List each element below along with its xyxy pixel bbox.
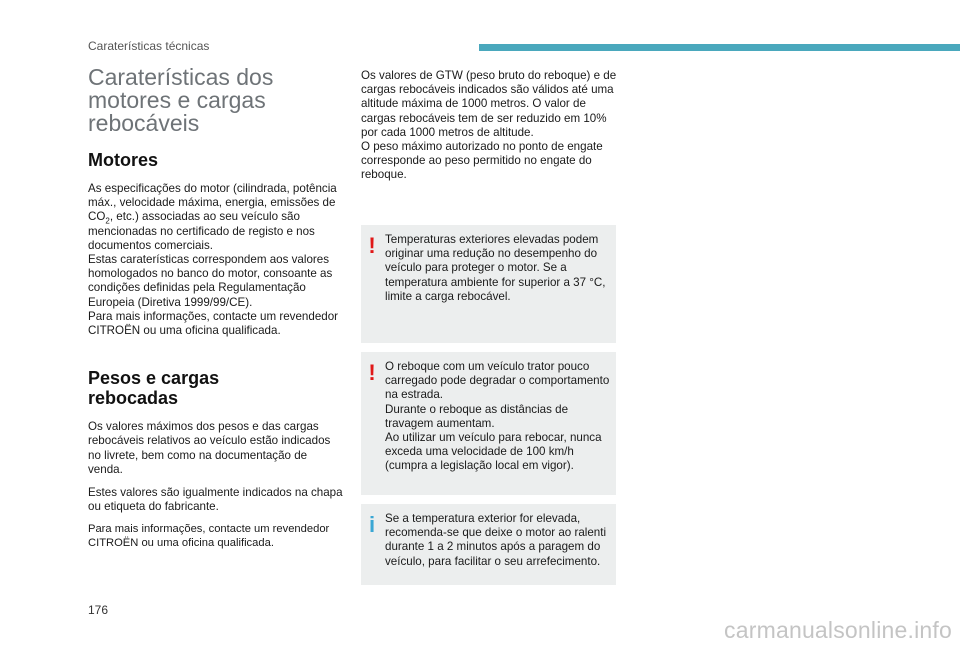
engines-heading: Motores [88, 150, 159, 170]
warning-exclamation-icon: ! [368, 233, 376, 258]
page-header-label: Caraterísticas técnicas [88, 39, 210, 53]
header-accent-bar [479, 44, 960, 51]
warning-box-towing [361, 352, 616, 495]
engines-text: , etc.) associadas ao seu veículo são mencionadas no certificado de registo e nos documentos comerciais. [88, 210, 315, 252]
warning-text: Temperaturas exteriores elevadas podem originar uma redução no desempenho do veículo para proteger o motor. Se a temperatura ambiente for superior a 37 °C, limite a carga rebocável. [385, 233, 606, 303]
engines-paragraph-1 [88, 182, 344, 253]
engines-paragraph-3: Para mais informações, contacte um revendedor CITROËN ou uma oficina qualificada. [88, 309, 339, 338]
weights-heading-line: Pesos e cargas [88, 368, 220, 389]
warning-text [385, 360, 610, 474]
info-box-cooling [361, 504, 616, 585]
weights-heading [88, 368, 344, 408]
co2-subscript: 2 [105, 216, 110, 226]
left-column [88, 66, 344, 551]
page-title-line: motores e cargas [88, 87, 266, 113]
weights-paragraph-2: Estes valores são igualmente indicados na chapa ou etiqueta do fabricante. [88, 486, 343, 514]
right-column [361, 69, 621, 183]
page-title-line: Caraterísticas dos [88, 64, 274, 90]
weights-heading-line: rebocadas [88, 388, 179, 409]
page-number: 176 [88, 603, 109, 617]
warning-line: Durante o reboque as distâncias de travagem aumentam. [385, 402, 569, 430]
info-text: Se a temperatura exterior for elevada, recomenda-se que deixe o motor ao ralenti durante 1 a 2 minutos após a paragem do veículo, para facilitar o seu arrefecimento. [385, 512, 607, 568]
engines-text: As especificações do motor (cilindrada, potência máx., velocidade máxima, energia, emissões de CO [88, 182, 337, 224]
gtw-paragraph-1: Os valores de GTW (peso bruto do reboque) e de cargas rebocáveis indicados são válidos até uma altitude máxima de 1000 metros. O valor de cargas rebocáveis tem de ser reduzido em 10% por cada 1000 metros de altitude. [361, 69, 617, 139]
warning-box-temperature [361, 225, 616, 343]
page-title [88, 66, 344, 135]
engines-paragraph-2: Estas caraterísticas correspondem aos valores homologados no banco do motor, consoante as condições definidas pela Regulamentação Europeia (Diretiva 1999/99/CE). [88, 253, 333, 309]
watermark-text: carmanualsonline.info [724, 617, 952, 643]
page-title-line: rebocáveis [88, 110, 200, 136]
warning-line: Ao utilizar um veículo para rebocar, nunca exceda uma velocidade de 100 km/h (cumpra a legislação local em vigor). [385, 431, 602, 473]
warning-exclamation-icon: ! [368, 360, 376, 385]
gtw-paragraph-2: O peso máximo autorizado no ponto de engate corresponde ao peso permitido no engate do reboque. [361, 140, 603, 182]
weights-paragraph-1: Os valores máximos dos pesos e das cargas rebocáveis relativos ao veículo estão indicados no livrete, bem como na documentação de venda. [88, 420, 331, 476]
warning-line: O reboque com um veículo trator pouco carregado pode degradar o comportamento na estrada. [385, 360, 610, 402]
weights-paragraph-3: Para mais informações, contacte um revendedor CITROËN ou uma oficina qualificada. [88, 523, 330, 550]
info-icon: i [368, 512, 376, 537]
